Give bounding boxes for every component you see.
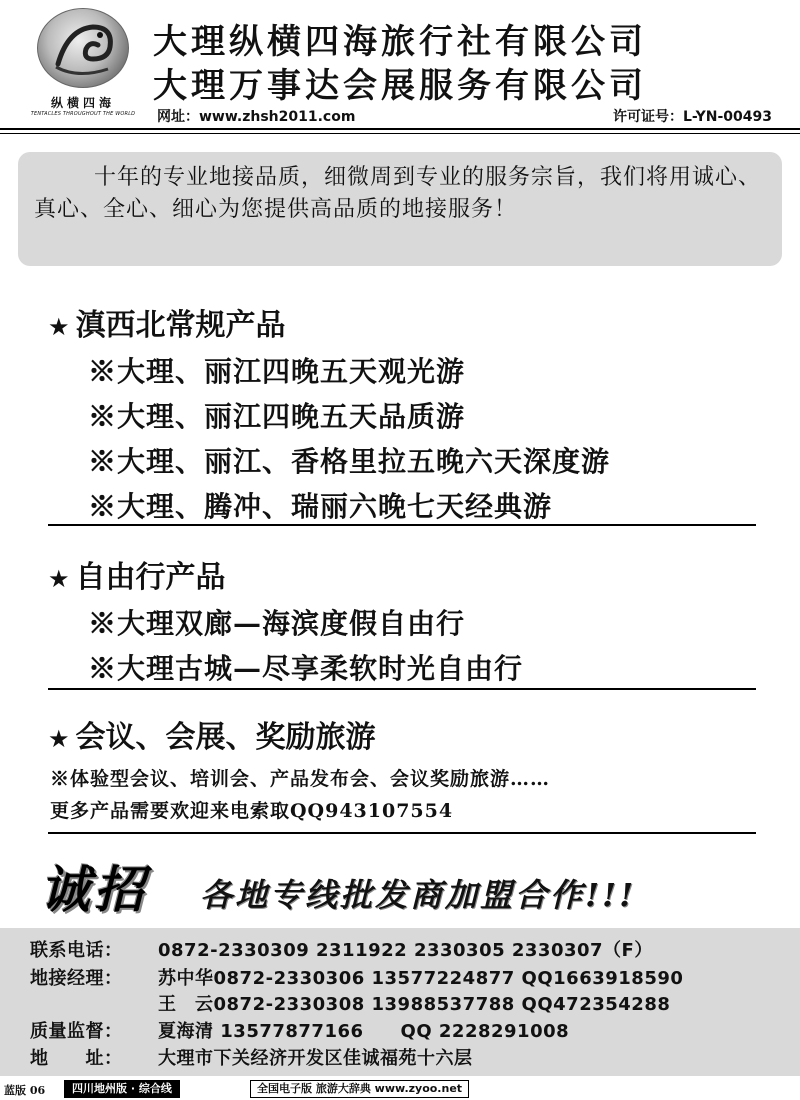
- page-number: 蓝版 06: [4, 1084, 46, 1097]
- section-divider: [48, 832, 756, 834]
- page-header: [0, 0, 800, 130]
- intro-text: 十年的专业地接品质，细微周到专业的服务宗旨，我们将用诚心、真心、全心、细心为您提供高品质的地接服务！: [34, 165, 762, 222]
- footer-section-label: 四川地州版 · 综合线: [64, 1080, 180, 1098]
- mice-item: ※体验型会议、培训会、产品发布会、会议奖励旅游……: [50, 768, 551, 790]
- contact-quality-row: [30, 1017, 569, 1043]
- section-free-title: [48, 552, 226, 596]
- logo-chinese-name: 纵横四海: [50, 96, 115, 110]
- product-item: ※大理、腾冲、瑞丽六晚七天经典游: [88, 490, 553, 523]
- section-mice-title-text: 会议、会展、奖励旅游: [75, 720, 376, 755]
- contact-address-row: [30, 1044, 473, 1070]
- address-label: 地 址：: [30, 1048, 123, 1069]
- phone-value: 0872-2330309 2311922 2330305 2330307（F）: [158, 940, 653, 961]
- manager-1: 苏中华0872-2330306 13577224877 QQ1663918590: [158, 968, 684, 989]
- dragon-logo-icon: [37, 8, 129, 88]
- product-item: ※大理古城—尽享柔软时光自由行: [88, 652, 524, 685]
- header-divider: [0, 128, 800, 130]
- contact-phone-row: [30, 936, 653, 962]
- section-divider: [48, 688, 756, 690]
- star-icon: ★: [48, 313, 70, 341]
- manager-2: 王 云0872-2330308 13988537788 QQ472354288: [158, 994, 671, 1015]
- product-item: ※大理、丽江、香格里拉五晚六天深度游: [88, 445, 611, 478]
- product-item: ※大理、丽江四晚五天品质游: [88, 400, 466, 433]
- logo-english-slogan: TENTACLES THROUGHOUT THE WORLD: [30, 111, 136, 117]
- company-name-secondary: 大理万事达会展服务有限公司: [153, 66, 647, 106]
- recruit-banner: [40, 850, 780, 920]
- product-item: ※大理双廊—海滨度假自由行: [88, 607, 466, 640]
- section-regular-title: [48, 300, 286, 344]
- website-url[interactable]: 网址：www.zhsh2011.com: [157, 109, 356, 125]
- contact-manager2-row: [30, 990, 670, 1016]
- section-mice-title: [48, 712, 376, 756]
- star-icon: ★: [48, 565, 70, 593]
- star-icon: ★: [48, 725, 70, 753]
- contact-block: [0, 928, 800, 1076]
- mice-item-qq: 更多产品需要欢迎来电索取QQ943107554: [50, 800, 454, 822]
- contact-manager-row: [30, 964, 683, 990]
- section-regular-title-text: 滇西北常规产品: [75, 308, 286, 343]
- section-free-title-text: 自由行产品: [75, 560, 226, 595]
- quality-value: 夏海清 13577877166 QQ 2228291008: [158, 1021, 570, 1042]
- address-value: 大理市下关经济开发区佳诚福苑十六层: [158, 1048, 473, 1069]
- recruit-subheading: 各地专线批发商加盟合作!!!: [200, 876, 637, 914]
- quality-label: 质量监督：: [30, 1021, 123, 1042]
- company-name-primary: 大理纵横四海旅行社有限公司: [153, 22, 647, 62]
- recruit-heading: 诚招: [40, 860, 148, 919]
- phone-label: 联系电话：: [30, 940, 123, 961]
- footer-edition[interactable]: 全国电子版 旅游大辞典 www.zyoo.net: [250, 1080, 469, 1098]
- product-item: ※大理、丽江四晚五天观光游: [88, 355, 466, 388]
- header-divider-thin: [0, 133, 800, 134]
- manager-label: 地接经理：: [30, 968, 123, 989]
- section-divider: [48, 524, 756, 526]
- license-number: 许可证号：L-YN-00493: [612, 109, 772, 125]
- intro-box: [18, 152, 782, 266]
- company-logo: [28, 8, 138, 120]
- page-footer: [0, 1078, 800, 1100]
